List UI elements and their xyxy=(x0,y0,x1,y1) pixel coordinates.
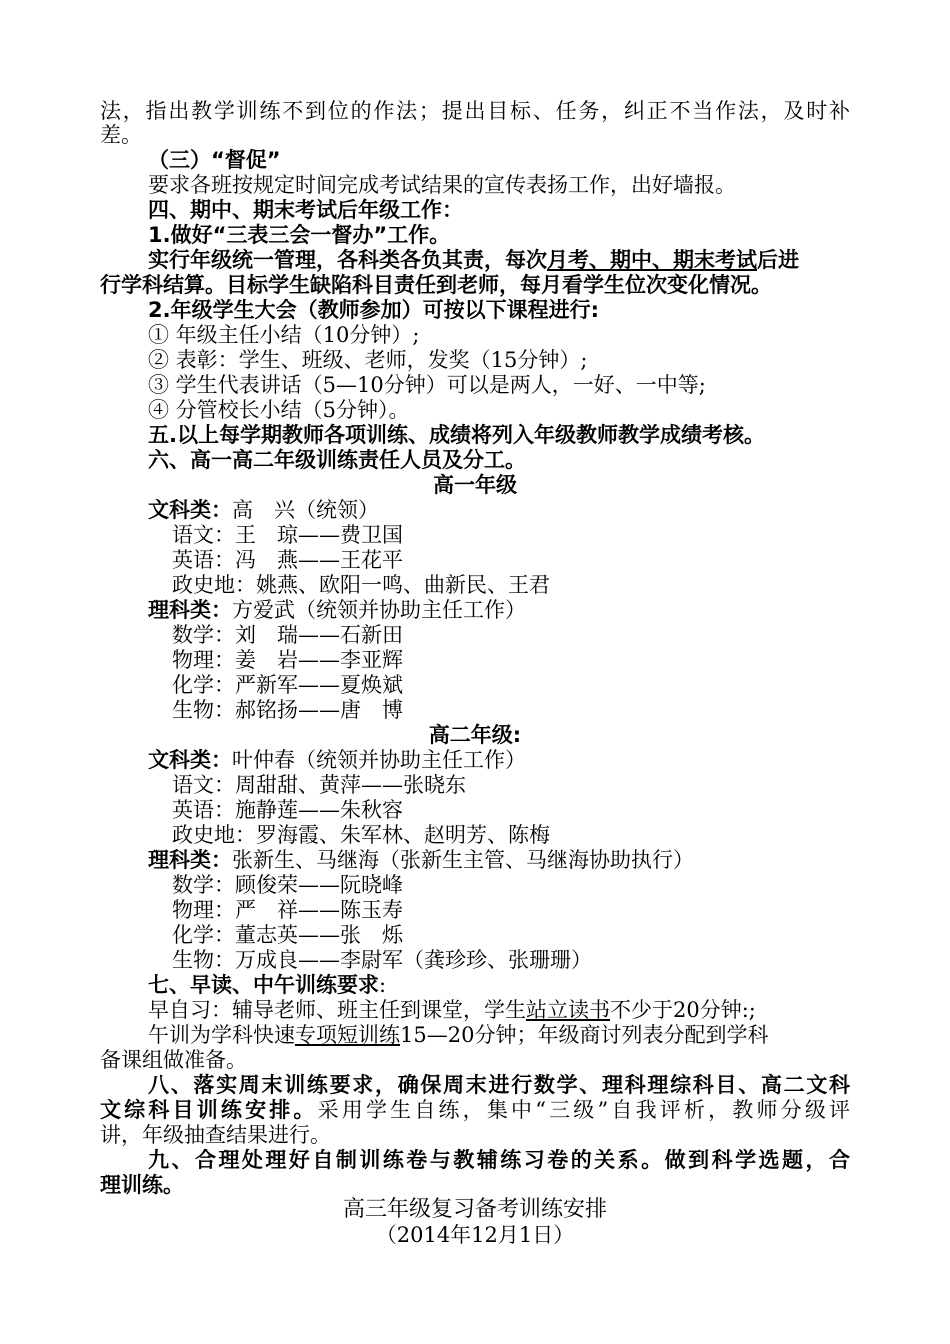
category-label: 文科类： xyxy=(148,498,232,522)
text-line xyxy=(148,597,850,623)
text-line xyxy=(148,997,850,1023)
section-heading: 五.以上每学期教师各项训练、成绩将列入年级教师教学成绩考核。 xyxy=(148,423,765,447)
text-segment: 早自习：辅导老师、班主任到课堂，学生 xyxy=(148,998,526,1022)
heading-text: 文综科目训练安排。 xyxy=(100,1098,318,1122)
list-item: 语文：王 琼——费卫国 xyxy=(172,523,403,547)
text-segment: : xyxy=(379,973,387,997)
list-item: 英语：冯 燕——王花平 xyxy=(172,548,403,572)
text-segment: 张新生、马继海（张新生主管、马继海协助执行） xyxy=(232,848,694,872)
text-line: 要求各班按规定时间完成考试结果的宣传表扬工作，出好墙报。 xyxy=(148,173,736,197)
text-line xyxy=(148,1022,850,1048)
text-line: 行学科结算。目标学生缺陷科目责任到老师，每月看学生位次变化情况。 xyxy=(100,273,772,297)
section-heading: 六、高一高二年级训练责任人员及分工。 xyxy=(148,448,526,472)
grade-heading: 高一年级 xyxy=(433,473,517,497)
section-heading: 九、合理处理好自制训练卷与教辅练习卷的关系。做到科学选题，合 xyxy=(148,1148,850,1172)
document-date: （2014年12月1日） xyxy=(375,1223,575,1247)
heading-text: 七、早读、中午训练要求 xyxy=(148,973,379,997)
grade-heading: 高二年级: xyxy=(428,723,522,747)
category-label: 文科类： xyxy=(148,748,232,772)
text-segment: 高 兴（统领） xyxy=(232,498,379,522)
text-segment: 实行年级统一管理，各科类各负其责，每次 xyxy=(148,248,547,272)
text-segment: 不少于20分钟:; xyxy=(610,998,756,1022)
section-heading: 四、期中、期末考试后年级工作： xyxy=(148,198,463,222)
category-label: 理科类： xyxy=(148,848,232,872)
text-segment: 方爱武（统领并协助主任工作） xyxy=(232,598,526,622)
list-item: 数学：顾俊荣——阮晓峰 xyxy=(172,873,403,897)
section-heading: （三）“督促” xyxy=(148,148,281,172)
underlined-text: 月考、期中、期末考试 xyxy=(547,248,757,272)
text-line: 备课组做准备。 xyxy=(100,1048,247,1072)
list-item: ④ 分管校长小结（5分钟）。 xyxy=(148,398,410,422)
text-line xyxy=(148,497,850,523)
list-item: ② 表彰：学生、班级、老师，发奖（15分钟）; xyxy=(148,348,588,372)
list-item: 生物：万成良——李尉军（龚珍珍、张珊珊） xyxy=(172,948,592,972)
list-item: 物理：严 祥——陈玉寿 xyxy=(172,898,403,922)
text-line xyxy=(148,247,850,273)
text-line xyxy=(100,1097,850,1123)
category-label: 理科类： xyxy=(148,598,232,622)
list-item: 生物：郝铭扬——唐 博 xyxy=(172,698,403,722)
text-segment: 采用学生自练，集中“三级”自我评析，教师分级评 xyxy=(317,1098,850,1122)
list-item: ③ 学生代表讲话（5—10分钟）可以是两人，一好、一中等; xyxy=(148,373,706,397)
text-line xyxy=(148,847,850,873)
list-item: 化学：严新军——夏焕斌 xyxy=(172,673,403,697)
text-segment: 午训为学科快速 xyxy=(148,1023,295,1047)
text-line: 讲，年级抽查结果进行。 xyxy=(100,1123,331,1147)
document-title: 高三年级复习备考训练安排 xyxy=(342,1197,607,1222)
list-item: 英语：施静莲——朱秋容 xyxy=(172,798,403,822)
text-line: 差。 xyxy=(100,123,142,147)
section-heading: 八、落实周末训练要求，确保周末进行数学、理科理综科目、高二文科 xyxy=(148,1073,850,1097)
list-item: ① 年级主任小结（10分钟）; xyxy=(148,323,420,347)
text-line: 法，指出教学训练不到位的作法；提出目标、任务，纠正不当作法，及时补 xyxy=(100,99,850,123)
section-heading: 2.年级学生大会（教师参加）可按以下课程进行: xyxy=(148,298,599,322)
list-item: 数学：刘 瑞——石新田 xyxy=(172,623,403,647)
list-item: 化学：董志英——张 烁 xyxy=(172,923,403,947)
underlined-text: 站立读书 xyxy=(526,998,610,1022)
list-item: 政史地：姚燕、欧阳一鸣、曲新民、王君 xyxy=(172,573,550,597)
list-item: 物理：姜 岩——李亚辉 xyxy=(172,648,403,672)
text-segment: 15—20分钟；年级商讨列表分配到学科 xyxy=(400,1023,769,1047)
underlined-text: 专项短训练 xyxy=(295,1023,400,1047)
text-segment: 后进 xyxy=(757,248,799,272)
text-line xyxy=(148,747,850,773)
text-segment: 叶仲春（统领并协助主任工作） xyxy=(232,748,526,772)
section-heading: 1.做好“三表三会一督办”工作。 xyxy=(148,223,451,247)
list-item: 语文：周甜甜、黄萍——张晓东 xyxy=(172,773,466,797)
section-heading xyxy=(148,972,850,998)
list-item: 政史地：罗海霞、朱军林、赵明芳、陈梅 xyxy=(172,823,550,847)
text-line: 理训练。 xyxy=(100,1173,184,1197)
